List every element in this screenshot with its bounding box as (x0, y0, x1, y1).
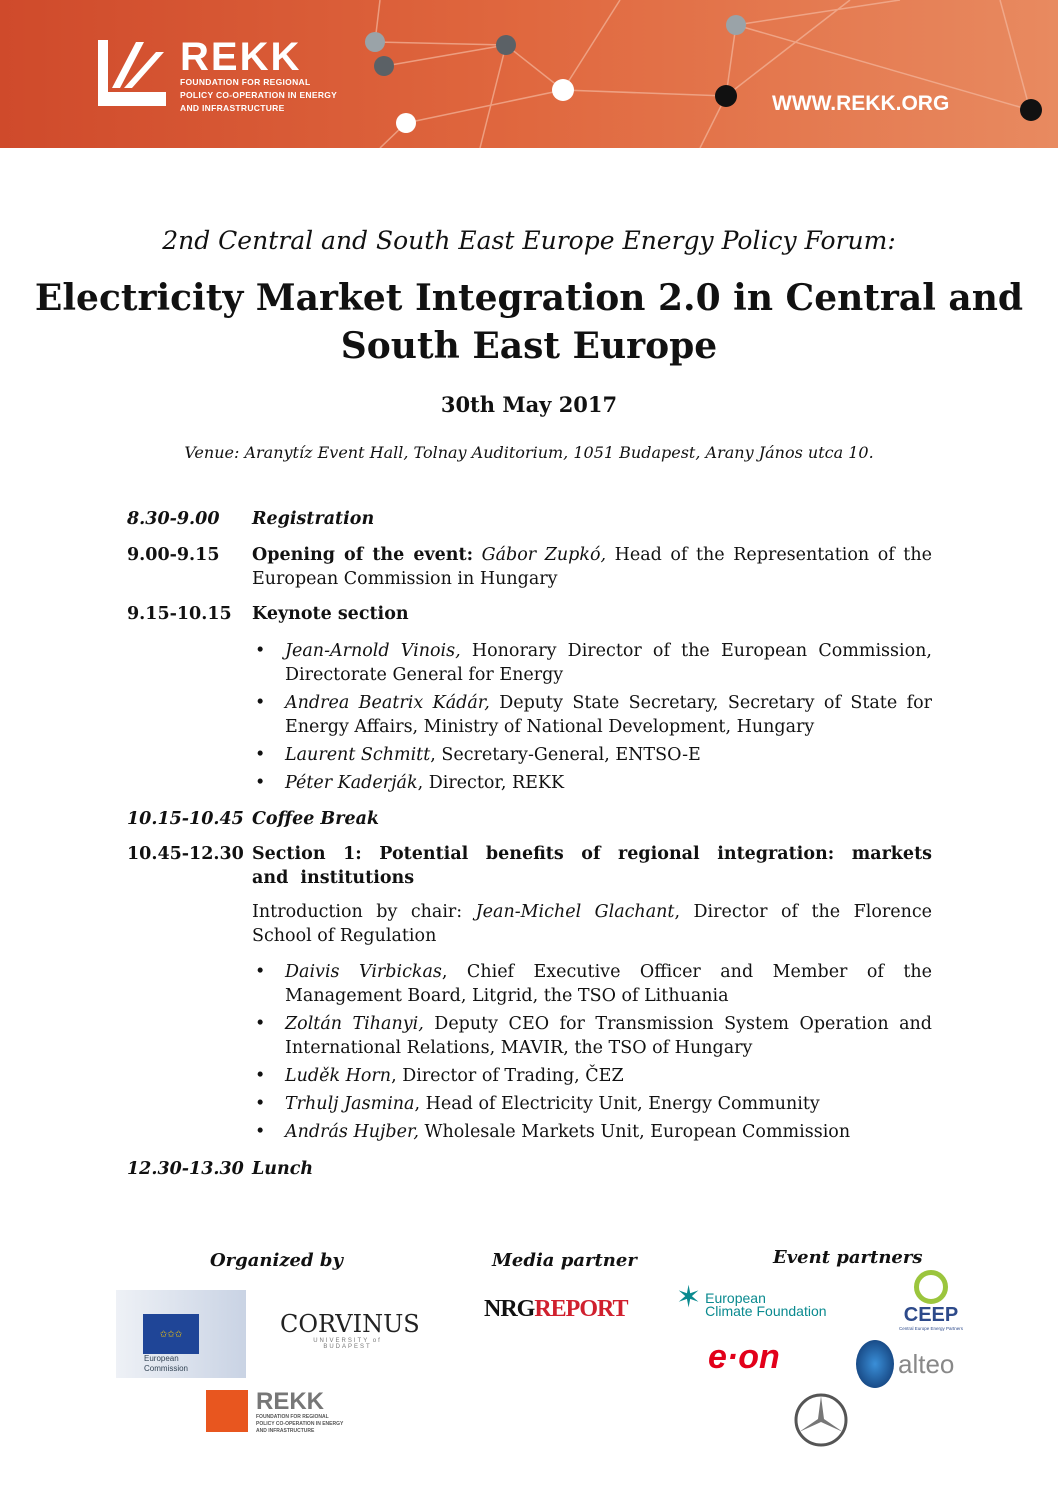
speaker-role: Honorary Director of the European Commission, Directorate General for Energy (285, 641, 932, 685)
event-venue: Venue: Aranytíz Event Hall, Tolnay Auditorium, 1051 Budapest, Arany János utca 10. (184, 443, 874, 462)
ring-icon (914, 1270, 948, 1304)
speaker-role: , Director, REKK (417, 773, 565, 793)
speaker-item (285, 639, 932, 687)
time: 12.30-13.30 (127, 1159, 244, 1179)
item-title: Registration (252, 509, 375, 529)
speaker-item (285, 1120, 932, 1144)
agenda-item (127, 602, 932, 626)
agenda-item (127, 842, 932, 1148)
logo-name: REKK (180, 35, 302, 79)
logo-text: BUDAPEST (323, 1344, 372, 1350)
item-title: Keynote section (252, 604, 409, 624)
event-partners-label: Event partners (773, 1247, 923, 1268)
logo-text: European (705, 1290, 766, 1306)
logo-text: NRG (484, 1296, 535, 1322)
speaker-role: Deputy CEO for Transmission System Operation and International Relations, MAVIR, the TSO of Hungary (285, 1014, 932, 1058)
logo-text: FOUNDATION FOR REGIONAL (256, 1414, 329, 1420)
time: 8.30-9.00 (127, 509, 220, 529)
speaker-role: Head of the Representation of the European Commission in Hungary (252, 545, 932, 589)
mercedes-logo-icon (793, 1392, 849, 1448)
item-title: Coffee Break (252, 809, 380, 829)
logo-sub: AND INFRASTRUCTURE (180, 103, 285, 113)
speaker-name: Luděk Horn (285, 1066, 392, 1086)
eu-flag-icon: ✩✩✩ (143, 1314, 199, 1354)
speaker-name: Zoltán Tihanyi, (285, 1014, 424, 1034)
logo-sub: FOUNDATION FOR REGIONAL (180, 77, 311, 87)
media-partner-label: Media partner (492, 1250, 637, 1271)
european-commission-logo (116, 1290, 246, 1378)
speaker-role: Deputy State Secretary, Secretary of State for Energy Affairs, Ministry of National Development, Hungary (285, 693, 932, 737)
rekk-logo-icon (96, 38, 168, 108)
logo-text: Commission (144, 1364, 189, 1373)
eon-logo: e·on (708, 1338, 780, 1376)
header-banner (0, 0, 1058, 148)
speaker-item (285, 960, 932, 1008)
logo-sub: POLICY CO-OPERATION IN ENERGY (180, 90, 338, 100)
logo-text: UNIVERSITY of (313, 1338, 382, 1344)
title-line: South East Europe (340, 325, 718, 367)
time: 9.00-9.15 (127, 545, 220, 565)
logo-text: alteo (898, 1348, 955, 1379)
speaker-name: Laurent Schmitt (285, 745, 431, 765)
speaker-name: Daivis Virbickas (285, 962, 442, 982)
agenda-item (127, 807, 932, 831)
page-title (0, 274, 1058, 370)
chair-role: , Director of the Florence School of Regulation (252, 902, 933, 946)
speaker-item (285, 691, 932, 739)
network-graphic (360, 0, 1058, 148)
speaker-role: Wholesale Markets Unit, European Commission (418, 1122, 851, 1142)
speaker-role: , Head of Electricity Unit, Energy Community (414, 1094, 820, 1114)
corvinus-logo (280, 1290, 420, 1372)
time: 9.15-10.15 (127, 604, 232, 624)
speaker-item (285, 743, 932, 767)
speaker-name: Gábor Zupkó, (481, 545, 607, 565)
rekk-logo-icon (206, 1390, 248, 1432)
rekk-footer-logo (206, 1390, 343, 1435)
item-title: Opening of the event: (252, 545, 474, 565)
event-date: 30th May 2017 (440, 392, 618, 417)
speaker-name: András Hujber, (285, 1122, 419, 1142)
time: 10.45-12.30 (127, 844, 244, 864)
speaker-name: Péter Kaderják (285, 773, 418, 793)
agenda-item (127, 543, 932, 591)
speaker-name: Andrea Beatrix Kádár, (285, 693, 490, 713)
forum-subtitle: 2nd Central and South East Europe Energy Policy Forum: (162, 226, 896, 255)
speaker-role: , Director of Trading, ČEZ (391, 1066, 624, 1086)
title-line: Electricity Market Integration 2.0 in Central and (34, 277, 1024, 319)
speaker-item (285, 1092, 932, 1116)
intro-label: Introduction by chair: (252, 902, 476, 922)
alteo-icon (856, 1340, 894, 1388)
european-climate-foundation-logo (676, 1282, 827, 1318)
logo-text: POLICY CO-OPERATION IN ENERGY (256, 1421, 344, 1427)
speaker-item (285, 1012, 932, 1060)
logo-text: AND INFRASTRUCTURE (256, 1428, 315, 1434)
star-icon: ✶ (676, 1281, 702, 1314)
alteo-logo (856, 1340, 954, 1388)
item-title: Section 1: Potential benefits of regional integration: markets and institutions (252, 844, 932, 888)
time: 10.15-10.45 (127, 809, 244, 829)
agenda-item (127, 1157, 932, 1181)
speaker-list (127, 639, 932, 799)
website-link[interactable]: WWW.REKK.ORG (772, 92, 950, 115)
chair-name: Jean-Michel Glachant (475, 902, 675, 922)
ceep-logo (894, 1270, 968, 1331)
logo-text: Climate Foundation (705, 1303, 827, 1319)
logo-text: REKK (256, 1388, 325, 1415)
item-title: Lunch (252, 1159, 314, 1179)
logo-text: REPORT (534, 1296, 628, 1322)
logo-text: CORVINUS (280, 1310, 420, 1338)
rekk-logo (96, 35, 338, 115)
speaker-role: , Secretary-General, ENTSO-E (430, 745, 701, 765)
speaker-role: , Chief Executive Officer and Member of the Management Board, Litgrid, the TSO of Lithuania (285, 962, 933, 1006)
speaker-item (285, 771, 932, 795)
logo-text: European (144, 1354, 179, 1363)
organized-by-label: Organized by (210, 1250, 343, 1271)
logo-text: Central Europe Energy Partners (898, 1326, 964, 1331)
nrgreport-logo (484, 1296, 628, 1323)
speaker-name: Trhulj Jasmina (285, 1094, 415, 1114)
speaker-item (285, 1064, 932, 1088)
logo-text: CEEP (903, 1304, 959, 1326)
agenda-item (127, 507, 932, 531)
speaker-name: Jean-Arnold Vinois, (285, 641, 461, 661)
